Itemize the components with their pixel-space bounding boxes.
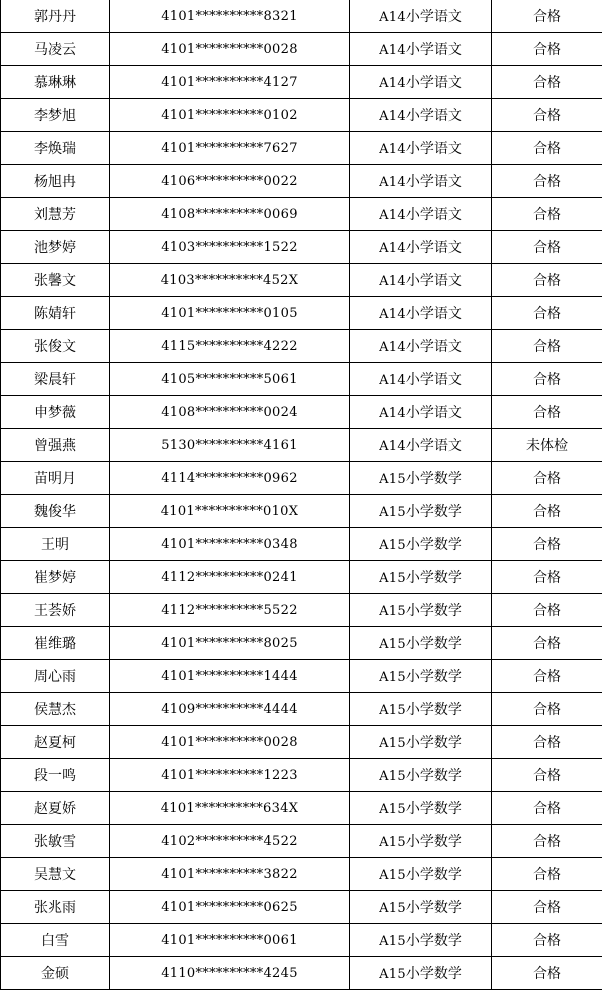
subject-code: A15: [379, 637, 406, 652]
subject-cell: [350, 330, 492, 363]
subject-code: A14: [379, 373, 406, 388]
id-number-cell: 4109**********4444: [110, 693, 350, 726]
candidate-name-cell: 郭丹丹: [1, 0, 110, 33]
candidate-name-cell: 马凌云: [1, 33, 110, 66]
table-row: [1, 495, 602, 528]
subject-cell: [350, 0, 492, 33]
subject-cell: [350, 858, 492, 891]
subject-cell: [350, 594, 492, 627]
result-status-cell: 合格: [492, 495, 602, 528]
result-status-cell: 合格: [492, 363, 602, 396]
table-row: [1, 396, 602, 429]
id-number-cell: 4102**********4522: [110, 825, 350, 858]
subject-code: A14: [379, 10, 406, 25]
subject-name: 小学数学: [405, 867, 462, 883]
table-row: [1, 528, 602, 561]
subject-name: 小学数学: [405, 702, 462, 718]
table-row: [1, 33, 602, 66]
table-row: [1, 627, 602, 660]
subject-name: 小学数学: [405, 537, 462, 553]
result-status-cell: 合格: [492, 198, 602, 231]
result-status-cell: 合格: [492, 231, 602, 264]
id-number-cell: 4110**********4245: [110, 957, 350, 990]
result-status-cell: 合格: [492, 396, 602, 429]
result-status-cell: 合格: [492, 33, 602, 66]
id-number-cell: 4101**********0028: [110, 33, 350, 66]
candidate-name-cell: 崔维璐: [1, 627, 110, 660]
subject-code: A15: [379, 736, 406, 751]
id-number-cell: 4101**********0105: [110, 297, 350, 330]
id-number-cell: 4108**********0024: [110, 396, 350, 429]
table-row: [1, 858, 602, 891]
id-number-cell: 4106**********0022: [110, 165, 350, 198]
subject-code: A14: [379, 274, 406, 289]
id-number-cell: 4101**********3822: [110, 858, 350, 891]
subject-name: 小学数学: [405, 570, 462, 586]
subject-cell: [350, 825, 492, 858]
result-status-cell: 合格: [492, 132, 602, 165]
table-row: [1, 462, 602, 495]
subject-cell: [350, 396, 492, 429]
subject-code: A15: [379, 802, 406, 817]
result-status-cell: 合格: [492, 99, 602, 132]
subject-cell: [350, 924, 492, 957]
candidate-name-cell: 赵夏娇: [1, 792, 110, 825]
result-status-cell: 合格: [492, 924, 602, 957]
table-row: [1, 660, 602, 693]
id-number-cell: 4101**********8321: [110, 0, 350, 33]
result-status-cell: 合格: [492, 594, 602, 627]
subject-code: A15: [379, 868, 406, 883]
table-row: [1, 363, 602, 396]
id-number-cell: 4101**********0061: [110, 924, 350, 957]
subject-cell: [350, 957, 492, 990]
table-row: [1, 231, 602, 264]
subject-cell: [350, 231, 492, 264]
subject-cell: [350, 99, 492, 132]
candidate-name-cell: 王荟娇: [1, 594, 110, 627]
subject-name: 小学数学: [405, 900, 462, 916]
subject-name: 小学语文: [405, 75, 462, 91]
id-number-cell: 4101**********0102: [110, 99, 350, 132]
subject-code: A15: [379, 703, 406, 718]
subject-code: A15: [379, 604, 406, 619]
result-status-cell: 合格: [492, 726, 602, 759]
subject-name: 小学语文: [405, 207, 462, 223]
subject-name: 小学数学: [405, 966, 462, 982]
candidate-name-cell: 吴慧文: [1, 858, 110, 891]
table-row: [1, 792, 602, 825]
id-number-cell: 4101**********0625: [110, 891, 350, 924]
subject-cell: [350, 561, 492, 594]
results-table-body: [1, 0, 602, 990]
subject-code: A15: [379, 670, 406, 685]
subject-cell: [350, 693, 492, 726]
subject-code: A15: [379, 967, 406, 982]
subject-cell: [350, 462, 492, 495]
subject-cell: [350, 297, 492, 330]
subject-code: A14: [379, 406, 406, 421]
candidate-name-cell: 申梦薇: [1, 396, 110, 429]
candidate-name-cell: 苗明月: [1, 462, 110, 495]
result-status-cell: 合格: [492, 759, 602, 792]
candidate-name-cell: 崔梦婷: [1, 561, 110, 594]
result-status-cell: 合格: [492, 66, 602, 99]
subject-cell: [350, 726, 492, 759]
table-row: [1, 891, 602, 924]
id-number-cell: 4101**********010X: [110, 495, 350, 528]
subject-name: 小学语文: [405, 108, 462, 124]
subject-name: 小学语文: [405, 306, 462, 322]
subject-name: 小学数学: [405, 834, 462, 850]
candidate-name-cell: 魏俊华: [1, 495, 110, 528]
candidate-name-cell: 杨旭冉: [1, 165, 110, 198]
subject-name: 小学数学: [405, 603, 462, 619]
subject-name: 小学语文: [405, 438, 462, 454]
subject-code: A14: [379, 76, 406, 91]
table-row: [1, 561, 602, 594]
subject-cell: [350, 759, 492, 792]
subject-code: A14: [379, 175, 406, 190]
subject-code: A15: [379, 769, 406, 784]
candidate-name-cell: 白雪: [1, 924, 110, 957]
subject-cell: [350, 66, 492, 99]
candidate-name-cell: 王明: [1, 528, 110, 561]
subject-code: A14: [379, 241, 406, 256]
table-row: [1, 726, 602, 759]
id-number-cell: 4105**********5061: [110, 363, 350, 396]
result-status-cell: 合格: [492, 825, 602, 858]
result-status-cell: 合格: [492, 660, 602, 693]
subject-name: 小学数学: [405, 471, 462, 487]
id-number-cell: 4114**********0962: [110, 462, 350, 495]
candidate-name-cell: 陈婧轩: [1, 297, 110, 330]
subject-cell: [350, 528, 492, 561]
table-row: [1, 693, 602, 726]
candidate-name-cell: 曾强燕: [1, 429, 110, 462]
id-number-cell: 4101**********8025: [110, 627, 350, 660]
candidate-name-cell: 张俊文: [1, 330, 110, 363]
table-row: [1, 429, 602, 462]
table-row: [1, 66, 602, 99]
subject-code: A15: [379, 472, 406, 487]
subject-code: A15: [379, 505, 406, 520]
table-row: [1, 198, 602, 231]
result-status-cell: 合格: [492, 528, 602, 561]
id-number-cell: 4103**********452X: [110, 264, 350, 297]
table-row: [1, 330, 602, 363]
subject-cell: [350, 660, 492, 693]
subject-code: A14: [379, 43, 406, 58]
candidate-name-cell: 张馨文: [1, 264, 110, 297]
result-status-cell: 合格: [492, 0, 602, 33]
subject-name: 小学数学: [405, 669, 462, 685]
subject-name: 小学数学: [405, 735, 462, 751]
result-status-cell: 合格: [492, 561, 602, 594]
subject-cell: [350, 198, 492, 231]
subject-cell: [350, 495, 492, 528]
table-row: [1, 297, 602, 330]
result-status-cell: 合格: [492, 330, 602, 363]
subject-code: A15: [379, 901, 406, 916]
subject-name: 小学语文: [405, 174, 462, 190]
table-row: [1, 99, 602, 132]
subject-code: A15: [379, 835, 406, 850]
table-row: [1, 594, 602, 627]
subject-code: A15: [379, 934, 406, 949]
id-number-cell: 4112**********0241: [110, 561, 350, 594]
result-status-cell: 未体检: [492, 429, 602, 462]
table-row: [1, 264, 602, 297]
candidate-name-cell: 慕琳琳: [1, 66, 110, 99]
result-status-cell: 合格: [492, 165, 602, 198]
subject-cell: [350, 891, 492, 924]
candidate-name-cell: 李焕瑞: [1, 132, 110, 165]
subject-code: A14: [379, 109, 406, 124]
candidate-name-cell: 池梦婷: [1, 231, 110, 264]
result-status-cell: 合格: [492, 858, 602, 891]
subject-name: 小学数学: [405, 933, 462, 949]
subject-code: A15: [379, 571, 406, 586]
subject-name: 小学语文: [405, 372, 462, 388]
id-number-cell: 4108**********0069: [110, 198, 350, 231]
id-number-cell: 4101**********0028: [110, 726, 350, 759]
subject-cell: [350, 363, 492, 396]
table-row: [1, 957, 602, 990]
subject-cell: [350, 33, 492, 66]
id-number-cell: 4115**********4222: [110, 330, 350, 363]
subject-cell: [350, 132, 492, 165]
candidate-name-cell: 刘慧芳: [1, 198, 110, 231]
subject-name: 小学语文: [405, 240, 462, 256]
subject-code: A14: [379, 208, 406, 223]
table-row: [1, 825, 602, 858]
subject-name: 小学语文: [405, 273, 462, 289]
id-number-cell: 4101**********1444: [110, 660, 350, 693]
subject-cell: [350, 627, 492, 660]
subject-name: 小学语文: [405, 141, 462, 157]
result-status-cell: 合格: [492, 792, 602, 825]
id-number-cell: 4101**********7627: [110, 132, 350, 165]
subject-name: 小学数学: [405, 801, 462, 817]
result-status-cell: 合格: [492, 297, 602, 330]
subject-name: 小学数学: [405, 636, 462, 652]
table-row: [1, 0, 602, 33]
result-status-cell: 合格: [492, 693, 602, 726]
subject-cell: [350, 264, 492, 297]
candidate-name-cell: 张敏雪: [1, 825, 110, 858]
id-number-cell: 4101**********634X: [110, 792, 350, 825]
id-number-cell: 4112**********5522: [110, 594, 350, 627]
subject-cell: [350, 792, 492, 825]
candidate-name-cell: 周心雨: [1, 660, 110, 693]
subject-cell: [350, 429, 492, 462]
candidate-name-cell: 侯慧杰: [1, 693, 110, 726]
result-status-cell: 合格: [492, 462, 602, 495]
id-number-cell: 4103**********1522: [110, 231, 350, 264]
result-status-cell: 合格: [492, 264, 602, 297]
candidate-name-cell: 梁晨轩: [1, 363, 110, 396]
subject-name: 小学语文: [405, 339, 462, 355]
candidate-name-cell: 段一鸣: [1, 759, 110, 792]
subject-name: 小学数学: [405, 768, 462, 784]
table-row: [1, 165, 602, 198]
candidate-name-cell: 李梦旭: [1, 99, 110, 132]
subject-code: A14: [379, 142, 406, 157]
result-status-cell: 合格: [492, 627, 602, 660]
subject-cell: [350, 165, 492, 198]
subject-name: 小学语文: [405, 42, 462, 58]
subject-code: A14: [379, 340, 406, 355]
subject-name: 小学语文: [405, 9, 462, 25]
id-number-cell: 4101**********4127: [110, 66, 350, 99]
result-status-cell: 合格: [492, 957, 602, 990]
id-number-cell: 4101**********1223: [110, 759, 350, 792]
subject-code: A15: [379, 538, 406, 553]
subject-code: A14: [379, 439, 406, 454]
subject-code: A14: [379, 307, 406, 322]
result-status-cell: 合格: [492, 891, 602, 924]
subject-name: 小学语文: [405, 405, 462, 421]
candidate-name-cell: 金硕: [1, 957, 110, 990]
table-row: [1, 924, 602, 957]
id-number-cell: 5130**********4161: [110, 429, 350, 462]
subject-name: 小学数学: [405, 504, 462, 520]
table-row: [1, 132, 602, 165]
id-number-cell: 4101**********0348: [110, 528, 350, 561]
candidate-name-cell: 张兆雨: [1, 891, 110, 924]
candidate-name-cell: 赵夏柯: [1, 726, 110, 759]
table-row: [1, 759, 602, 792]
